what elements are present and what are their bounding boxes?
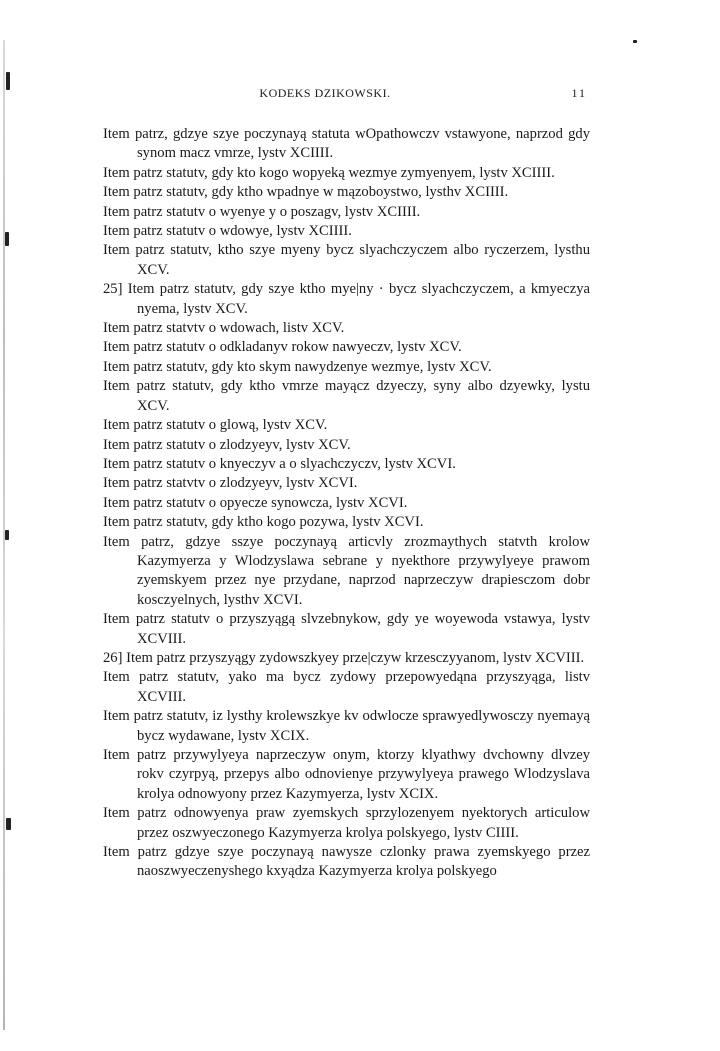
page-header (0, 86, 720, 106)
scan-speck (5, 530, 9, 540)
scan-speck (6, 818, 11, 830)
index-entry: Item patrz przywylyeya naprzeczyw onym, ktorzy klyathwy dvchowny dlvzey rokv czyrpyą, przepys albo odnovienye przywylyeya prawego Wlodzyslava krolya odnowyony przez Kazymyerza, lystv XCIX. (103, 747, 590, 802)
index-entry: Item patrz statutv o opyecze synowcza, lystv XCVI. (103, 494, 408, 511)
index-entry: Item patrz statutv, gdy kto skym nawydzenye wezmye, lystv XCV. (103, 358, 492, 375)
index-entry: Item patrz statutv o zlodzyeyv, lystv XCV. (103, 436, 351, 453)
index-entry: Item patrz statutv, gdy ktho wpadnye w mązoboystwo, lysthv XCIIII. (103, 184, 509, 201)
index-entry: 25] Item patrz statutv, gdy szye ktho mye|ny · bycz slyachczyczem, a kmyeczya nyema, lystv XCV. (103, 281, 590, 317)
index-entry: Item patrz statutv, ktho szye myeny bycz slyachczyczem albo ryczerzem, lysthu XCV. (103, 242, 590, 278)
index-entry: Item patrz statutv, iz lysthy krolewszkye kv odwlocze sprawyedlywosczy nyemayą bycz wydawane, lystv XCIX. (103, 708, 590, 744)
index-entries (103, 125, 590, 882)
index-entry: Item patrz statutv o wdowye, lystv XCIIII. (103, 223, 352, 240)
scan-speck (5, 232, 9, 246)
index-entry: Item patrz statvtv o wdowach, listv XCV. (103, 320, 345, 337)
index-entry: Item patrz statutv o przyszyągą slvzebnykow, gdy ye woyewoda vstawya, lystv XCVIII. (103, 611, 590, 647)
index-entry: 26] Item patrz przyszyągy zydowszkyey prze|czyw krzesczyyanom, lystv XCVIII. (103, 649, 585, 666)
index-entry: Item patrz statutv, yako ma bycz zydowy przepowyedąna przyszyąga, listv XCVIII. (103, 669, 590, 705)
index-entry: Item patrz gdzye szye poczynayą nawysze czlonky prawa zyemskyego przez naoszwyeczenyshego kxyądza Kazymyerza krolya polskyego (103, 844, 590, 880)
scan-speck (633, 40, 637, 43)
index-entry: Item patrz odnowyenya praw zyemskych sprzylozenyem nyektorych articulow przez oszwyeczonego Kazymyerza krolya polskyego, lystv CIIII. (103, 805, 590, 841)
index-entry: Item patrz statutv o wyenye y o poszagv, lystv XCIIII. (103, 203, 421, 220)
index-entry: Item patrz statutv o odkladanyv rokow nawyeczv, lystv XCV. (103, 339, 462, 356)
index-entry: Item patrz statutv, gdy ktho vmrze mayącz dzyeczy, syny albo dzyewky, lystu XCV. (103, 378, 590, 414)
index-entry: Item patrz, gdzye sszye poczynayą articvly zrozmaythych statvth krolow Kazymyerza y Wlodzyslawa sebrane y nyekthore przywylyeye prawom zyemskyem przez nye przydane, naprzod naprzeczyw drapiesczom dobr kosczyelnych, lysthv XCVI. (103, 533, 590, 608)
page-number: 11 (571, 86, 587, 100)
index-entry: Item patrz statutv, gdy kto kogo wopyeką wezmye zymyenyem, lystv XCIIII. (103, 164, 555, 181)
index-entry: Item patrz statvtv o zlodzyeyv, lystv XCVI. (103, 475, 358, 492)
index-entry: Item patrz statutv o glową, lystv XCV. (103, 417, 328, 434)
index-entry: Item patrz, gdzye szye poczynayą statuta wOpathowczv vstawyone, naprzod gdy synom macz vmrze, lystv XCIIII. (103, 126, 590, 162)
index-entry: Item patrz statutv o knyeczyv a o slyachczyczv, lystv XCVI. (103, 455, 456, 472)
index-entry: Item patrz statutv, gdy ktho kogo pozywa, lystv XCVI. (103, 514, 424, 531)
running-title: KODEKS DZIKOWSKI. (259, 86, 391, 100)
